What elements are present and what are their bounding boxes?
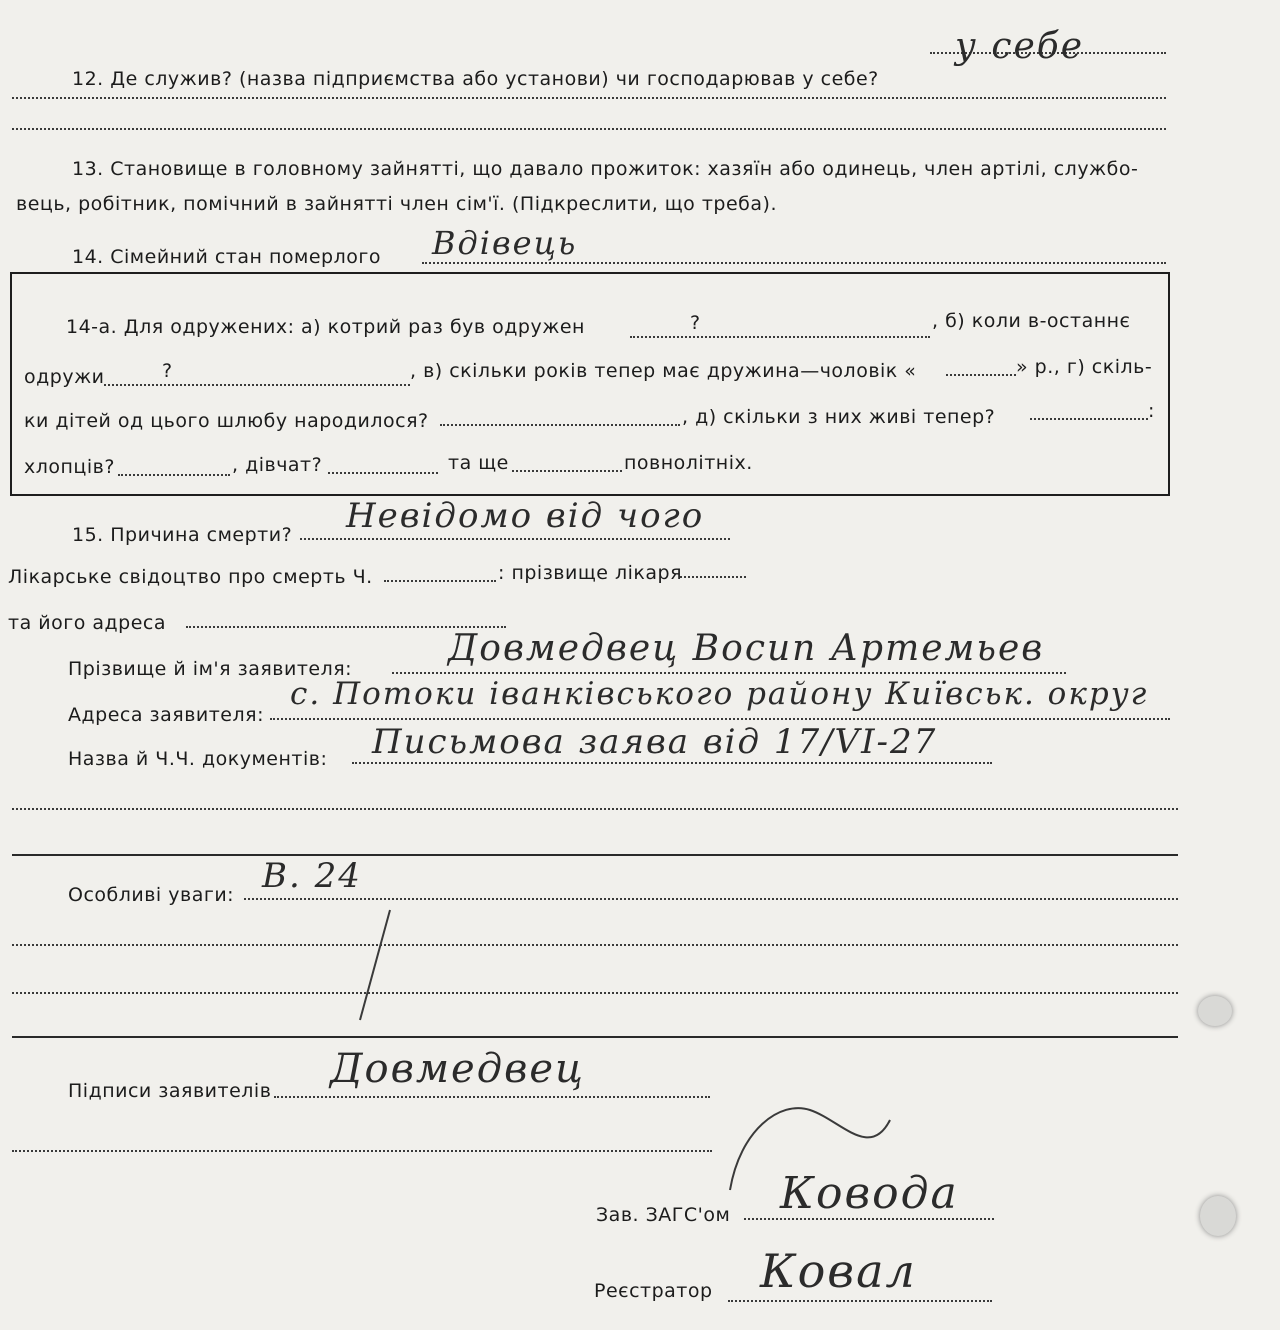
q14a-line3c: : bbox=[1148, 400, 1155, 422]
pen-stroke-notes bbox=[350, 900, 410, 1030]
q14-label: 14. Сімейний стан померлого bbox=[72, 246, 381, 268]
certificate-doctor-label: : прізвище лікаря bbox=[498, 562, 683, 584]
docs-label: Назва й Ч.Ч. документів: bbox=[68, 748, 328, 770]
q15-answer: Невідомо від чого bbox=[346, 496, 705, 536]
q14a-dotline-6 bbox=[118, 474, 230, 476]
certificate-label: Лікарське свідоцтво про смерть Ч. bbox=[8, 566, 373, 588]
applicant-name-dotline bbox=[392, 672, 1066, 674]
applicant-address-value: с. Потоки іванківського району Київськ. округ bbox=[290, 676, 1149, 712]
q14a-dotline-4 bbox=[440, 424, 680, 426]
q15-dotline bbox=[300, 538, 730, 540]
applicants-signature-value: Довмедвец bbox=[330, 1046, 585, 1092]
q14a-line2a: одружи bbox=[24, 366, 105, 388]
q13-line1: 13. Становище в головному зайнятті, що давало прожиток: хазяїн або одинець, член артілі, службо- bbox=[72, 158, 1139, 180]
q14-answer: Вдівець bbox=[432, 224, 578, 262]
q14a-line2b: , в) скільки років тепер має дружина—чоловік « bbox=[410, 360, 917, 382]
q14a-line4d: повнолітніх. bbox=[624, 452, 753, 474]
q14a-line4b: , дівчат? bbox=[232, 454, 323, 476]
notes-label: Особливі уваги: bbox=[68, 884, 235, 906]
pen-flourish-head bbox=[720, 1090, 900, 1210]
q14-dotline bbox=[422, 262, 1166, 264]
applicants-signature-label: Підписи заявителів bbox=[68, 1080, 272, 1102]
certificate-dotline bbox=[384, 580, 496, 582]
q12-label: 12. Де служив? (назва підприємства або установи) чи господарював у себе? bbox=[72, 68, 879, 90]
q14a-dotline-8 bbox=[512, 470, 622, 472]
q13-line2: вець, робітник, помічний в зайнятті член сім'ї. (Підкреслити, що треба). bbox=[16, 193, 777, 215]
section-rule-1 bbox=[12, 854, 1178, 856]
q14a-line1: 14-а. Для одружених: а) котрий раз був одружен bbox=[66, 316, 585, 338]
docs-dotline bbox=[352, 762, 992, 764]
applicants-signature-dotline bbox=[274, 1096, 710, 1098]
q14a-line2c: » р., г) скіль- bbox=[1016, 356, 1153, 378]
applicant-name-label: Прізвище й ім'я заявителя: bbox=[68, 658, 353, 680]
head-signature-value: Ковода bbox=[780, 1168, 959, 1219]
q14a-q1: ? bbox=[690, 312, 701, 334]
q14a-dotline-5 bbox=[1030, 418, 1148, 420]
section-rule-2 bbox=[12, 1036, 1178, 1038]
head-signature-label: Зав. ЗАГС'ом bbox=[596, 1204, 731, 1226]
q12-dotline-2 bbox=[12, 97, 1166, 99]
blank-dotline-3 bbox=[12, 992, 1178, 994]
binding-hole-2 bbox=[1200, 1196, 1236, 1236]
binding-hole-1 bbox=[1198, 996, 1232, 1026]
q14a-dotline-2 bbox=[104, 384, 410, 386]
q12-answer: у себе bbox=[955, 26, 1085, 67]
q14a-line3b: , д) скільки з них живі тепер? bbox=[682, 406, 996, 428]
docs-value: Письмова заява від 17/VI-27 bbox=[372, 722, 938, 762]
q14a-line4a: хлопців? bbox=[24, 456, 115, 478]
q14a-dotline-7 bbox=[328, 472, 438, 474]
registrar-signature-value: Ковал bbox=[760, 1244, 917, 1298]
q14a-dotline-1 bbox=[630, 336, 930, 338]
q14a-line3a: ки дітей од цього шлюбу народилося? bbox=[24, 410, 429, 432]
registrar-signature-label: Реєстратор bbox=[594, 1280, 713, 1302]
q15-label: 15. Причина смерти? bbox=[72, 524, 293, 546]
applicant-name-value: Довмедвец Восип Артемьев bbox=[448, 628, 1045, 669]
blank-dotline-1 bbox=[12, 808, 1178, 810]
doctor-dotline bbox=[680, 576, 746, 578]
q14a-line4c: та ще bbox=[448, 452, 509, 474]
notes-value: В. 24 bbox=[262, 856, 362, 896]
blank-dotline-2 bbox=[12, 944, 1178, 946]
q14a-line1b: , б) коли в-останнє bbox=[932, 310, 1131, 332]
q14a-q2: ? bbox=[162, 360, 173, 382]
applicant-address-label: Адреса заявителя: bbox=[68, 704, 264, 726]
certificate-address-label: та його адреса bbox=[8, 612, 166, 634]
q14a-dotline-3 bbox=[946, 374, 1016, 376]
blank-dotline-4 bbox=[12, 1150, 712, 1152]
registrar-signature-dotline bbox=[728, 1300, 992, 1302]
q12-dotline-3 bbox=[12, 128, 1166, 130]
applicant-address-dotline bbox=[270, 718, 1170, 720]
